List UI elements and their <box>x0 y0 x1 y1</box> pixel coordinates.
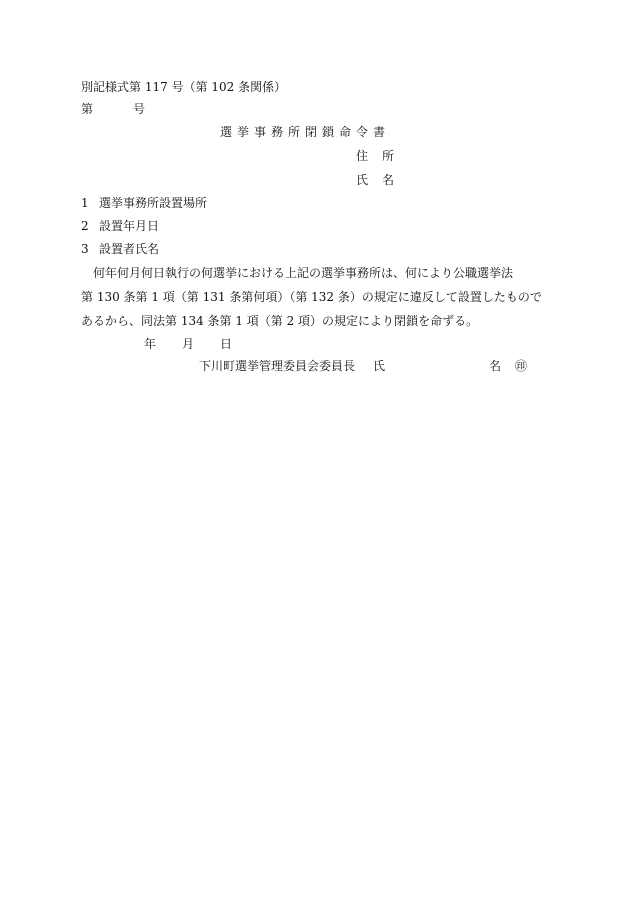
date-month: 月 <box>182 337 195 351</box>
date-year: 年 <box>144 337 157 351</box>
issuer-name-label-1: 氏 <box>373 359 386 373</box>
list-item-label: 選挙事務所設置場所 <box>99 196 208 210</box>
issuer-name-label-2: 名 <box>489 359 502 373</box>
date-day: 日 <box>220 337 233 351</box>
list-item <box>81 218 159 234</box>
seal-mark: ㊞ <box>515 359 528 373</box>
name-label-char-2: 名 <box>382 173 395 187</box>
list-item <box>81 195 207 211</box>
issuer-signature <box>199 358 527 374</box>
list-item-number: 3 <box>81 242 89 256</box>
list-item-label: 設置者氏名 <box>99 242 160 256</box>
list-item-label: 設置年月日 <box>99 219 160 233</box>
document-number <box>81 101 145 117</box>
address-label-char-2: 所 <box>382 149 395 163</box>
issuer-title: 下川町選挙管理委員会委員長 <box>199 359 356 373</box>
body-paragraph-line: あるから、同法第 134 条第 1 項（第 2 項）の規定により閉鎖を命ずる。 <box>81 314 479 328</box>
recipient-name-label <box>356 172 394 188</box>
address-label-char-1: 住 <box>356 149 369 163</box>
document-number-suffix: 号 <box>133 102 146 116</box>
document-title: 選挙事務所閉鎖命令書 <box>220 125 391 139</box>
list-item <box>81 241 159 257</box>
document-number-label: 第 <box>81 102 94 116</box>
list-item-number: 1 <box>81 196 89 210</box>
body-paragraph-line: 第 130 条第 1 項（第 131 条第何項）（第 132 条）の規定に違反して設置したもので <box>81 290 542 304</box>
issue-date <box>144 336 232 352</box>
list-item-number: 2 <box>81 219 89 233</box>
recipient-address-label <box>356 148 394 164</box>
form-reference: 別記様式第 117 号（第 102 条関係） <box>81 80 287 94</box>
body-paragraph-line: 何年何月何日執行の何選挙における上記の選挙事務所は、何により公職選挙法 <box>93 266 514 280</box>
name-label-char-1: 氏 <box>356 173 369 187</box>
